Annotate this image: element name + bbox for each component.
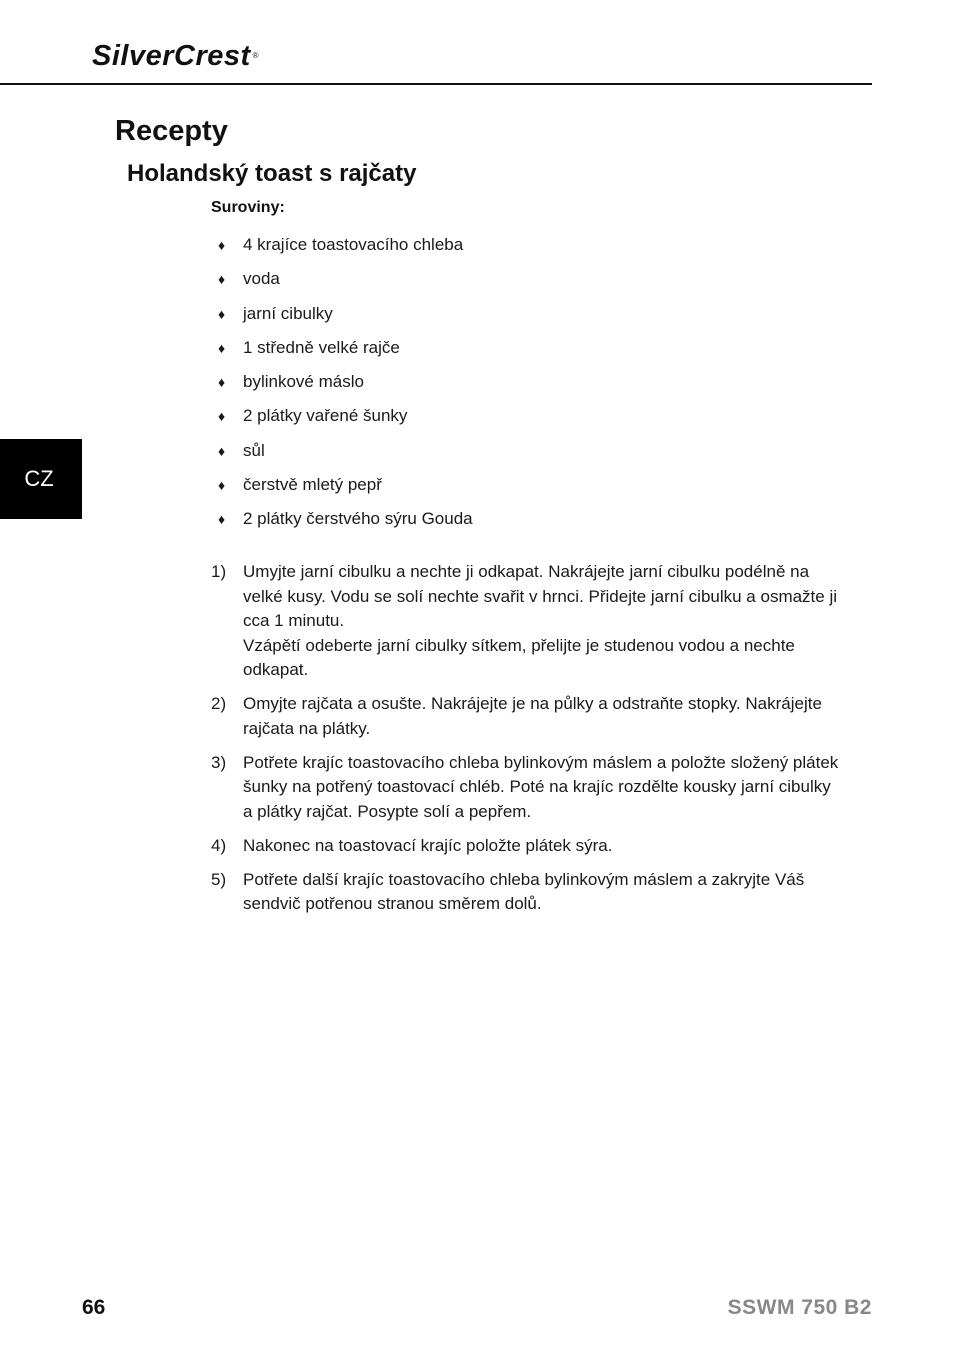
diamond-bullet-icon: ♦ xyxy=(218,442,226,459)
ingredient-item xyxy=(218,370,838,404)
ingredient-text: 4 krajíce toastovacího chleba xyxy=(243,235,464,254)
diamond-bullet-icon: ♦ xyxy=(218,374,226,391)
recipe-title: Holandský toast s rajčaty xyxy=(127,160,417,187)
brand-name: SilverCrest xyxy=(92,40,251,72)
section-title: Recepty xyxy=(115,115,228,147)
step-text: Nakonec na toastovací krajíc položte plátek sýra. xyxy=(243,835,613,855)
ingredient-text: sůl xyxy=(243,440,265,460)
ingredient-item xyxy=(218,404,838,438)
page-number: 66 xyxy=(82,1296,106,1319)
ingredient-text: bylinkové máslo xyxy=(243,372,364,392)
header-divider xyxy=(0,83,872,85)
step-item xyxy=(211,560,841,683)
brand-logo xyxy=(92,38,259,74)
ingredient-item xyxy=(218,439,838,473)
diamond-bullet-icon: ♦ xyxy=(218,305,226,322)
step-text-part: Vzápětí odeberte jarní cibulky sítkem, přelijte je studenou vodou a nechte odkapat. xyxy=(243,635,795,679)
diamond-bullet-icon: ♦ xyxy=(218,408,226,425)
step-item xyxy=(211,751,841,825)
registered-mark: ® xyxy=(252,51,260,60)
ingredient-item xyxy=(218,302,838,336)
diamond-bullet-icon: ♦ xyxy=(218,511,226,528)
step-text: Omyjte rajčata a osušte. Nakrájejte je na půlky a odstraňte stopky. Nakrájejte rajčata na plátky. xyxy=(243,694,822,738)
step-text xyxy=(243,560,841,683)
ingredient-item xyxy=(218,233,838,267)
ingredient-text: čerstvě mletý pepř xyxy=(243,475,382,495)
ingredient-text: 1 středně velké rajče xyxy=(243,337,400,357)
step-number: 4) xyxy=(211,835,227,855)
step-number: 1) xyxy=(211,562,227,581)
ingredient-item xyxy=(218,473,838,507)
ingredient-text: 2 plátky čerstvého sýru Gouda xyxy=(243,509,473,529)
step-text-part: Umyjte jarní cibulku a nechte ji odkapat. Nakrájejte jarní cibulku podélně na velké kusy. Vodu se solí nechte svařit v hrnci. Přidejte jarní cibulku a osmažte ji cca 1 minutu. xyxy=(243,562,838,630)
ingredient-item xyxy=(218,507,838,541)
step-text: Potřete další krajíc toastovacího chleba bylinkovým máslem a zakryjte Váš sendvič potřenou stranou směrem dolů. xyxy=(243,869,805,913)
ingredient-text: jarní cibulky xyxy=(243,303,333,323)
ingredients-list xyxy=(218,233,838,542)
language-tab xyxy=(0,439,82,519)
language-tab-label: CZ xyxy=(24,466,54,491)
step-number: 2) xyxy=(211,694,227,713)
steps-list xyxy=(211,560,841,926)
step-number: 3) xyxy=(211,752,227,772)
diamond-bullet-icon: ♦ xyxy=(218,237,226,253)
step-item xyxy=(211,868,841,917)
diamond-bullet-icon: ♦ xyxy=(218,477,226,494)
step-item xyxy=(211,834,841,859)
ingredient-item xyxy=(218,267,838,301)
step-text: Potřete krajíc toastovacího chleba bylinkovým máslem a položte složený plátek šunky na potřený toastovací chléb. Poté na krajíc rozdělte kousky jarní cibulky a plátky rajčat. Posypte solí a pepřem. xyxy=(243,752,839,821)
ingredient-text: voda xyxy=(243,269,280,289)
ingredients-heading: Suroviny: xyxy=(211,199,285,216)
diamond-bullet-icon: ♦ xyxy=(218,271,226,288)
ingredient-text: 2 plátky vařené šunky xyxy=(243,406,408,426)
step-number: 5) xyxy=(211,869,227,889)
diamond-bullet-icon: ♦ xyxy=(218,339,226,356)
model-number: SSWM 750 B2 xyxy=(727,1296,872,1319)
step-item xyxy=(211,692,841,741)
ingredient-item xyxy=(218,336,838,370)
